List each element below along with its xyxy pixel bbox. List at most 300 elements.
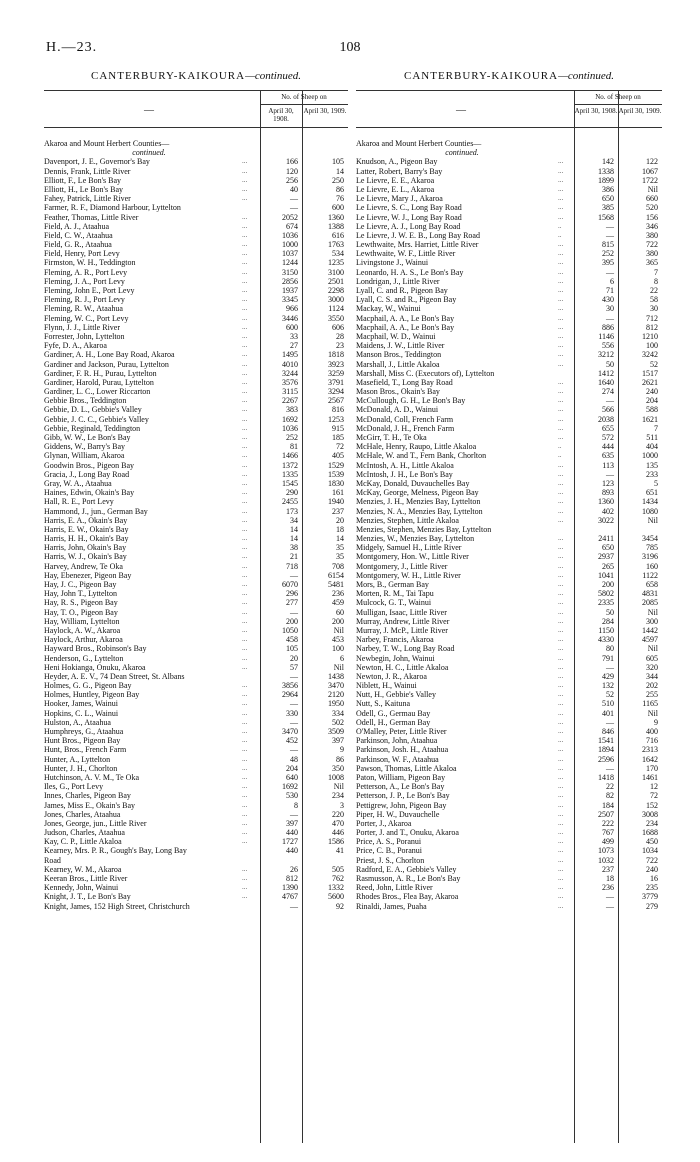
sheep-1908: — [606,763,614,773]
table-row [356,892,662,901]
table-row [44,837,348,846]
sheep-1909: 4831 [642,589,658,599]
table-row [44,846,348,855]
sheep-1908: 1640 [598,377,614,387]
holder-name: Rhodes Bros., Flea Bay, Akaroa [356,892,459,902]
table-row [44,874,348,883]
table-row [44,598,348,607]
sheep-1908: 440 [286,828,298,838]
holder-name: Gebbie, D. L., Gebbie's Valley [44,405,142,415]
sheep-1908: — [290,745,298,755]
leader-dots: ... [558,258,564,267]
sheep-1908: 444 [602,442,614,452]
leader-dots: ... [242,175,248,184]
holder-name: Judson, Charles, Ataahua [44,828,125,838]
sheep-1909: 220 [332,809,344,819]
sheep-1909: 160 [646,561,658,571]
sheep-1908: 458 [286,635,298,645]
table-row [356,424,662,433]
leader-dots: ... [558,828,564,837]
table-row [356,387,662,396]
left-section-cont: continued. [132,148,166,158]
holder-name: Menzies, W., Menzies Bay, Lyttelton [356,534,475,544]
table-row [44,782,348,791]
sheep-1908: 18 [606,874,614,884]
table-row [44,203,348,212]
holder-name: Gebbie, Reginald, Teddington [44,423,141,433]
sheep-1909: 1067 [642,166,658,176]
table-row [44,433,348,442]
sheep-1908: 430 [602,295,614,305]
leader-dots: ... [242,295,248,304]
leader-dots: ... [242,892,248,901]
sheep-1908: 1418 [598,772,614,782]
table-row [356,764,662,773]
sheep-1908: 132 [602,681,614,691]
leader-dots: ... [558,791,564,800]
holder-name: Parkinson, W. F., Ataahua [356,754,439,764]
sheep-1909: 58 [650,295,658,305]
holder-name: Nutt, S., Kaituna [356,699,410,709]
holder-name: Hooker, James, Wainui [44,699,118,709]
leader-dots: ... [558,837,564,846]
table-row [356,194,662,203]
sheep-1909: 86 [336,184,344,194]
leader-dots: ... [242,488,248,497]
sheep-1908: 846 [602,727,614,737]
holder-name: Fyfe, D. A., Akaroa [44,341,107,351]
table-row [44,350,348,359]
holder-name: Lewthwaite, W. F., Little River [356,249,456,259]
sheep-1908: 277 [286,598,298,608]
holder-name: Porter, J. and T., Onuku, Akaroa [356,828,459,838]
sheep-1909: 2120 [328,690,344,700]
holder-name: Mackay, W., Wainui [356,304,421,314]
table-row [356,534,662,543]
table-row [44,819,348,828]
leader-dots: ... [242,184,248,193]
leader-dots: ... [242,717,248,726]
leader-dots: ... [558,194,564,203]
leader-dots: ... [558,662,564,671]
table-row [44,608,348,617]
holder-name: McHale, W. and T., Fern Bank, Chorlton [356,451,487,461]
sheep-1909: 812 [646,322,658,332]
sheep-1908: 2856 [282,276,298,286]
sheep-1909: 204 [646,396,658,406]
sheep-1909: 279 [646,901,658,911]
table-row [44,314,348,323]
holder-name: O'Malley, Peter, Little River [356,727,447,737]
holder-name: Henderson, G., Lyttelton [44,653,124,663]
holder-name: Hunter, A., Lyttelton [44,754,111,764]
left-header-rule [260,104,348,105]
leader-dots: ... [558,350,564,359]
table-row [44,479,348,488]
table-row [44,387,348,396]
sheep-1909: 7 [654,267,658,277]
sheep-1908: 635 [602,451,614,461]
table-row [356,277,662,286]
sheep-1908: 38 [290,543,298,553]
sheep-1908: 2964 [282,690,298,700]
sheep-1908: 650 [602,543,614,553]
table-row [356,883,662,892]
right-rows [356,157,662,910]
sheep-1909: 52 [650,359,658,369]
leader-dots: ... [242,221,248,230]
holder-name: Hay, Ebenezer, Pigeon Bay [44,570,132,580]
sheep-1909: 1517 [642,368,658,378]
table-row [44,791,348,800]
table-row [356,507,662,516]
table-row [44,240,348,249]
sheep-1908: 1692 [282,782,298,792]
left-title-suffix: —continued. [245,70,301,82]
sheep-1909: 14 [336,166,344,176]
holder-name: Pettigrew, John, Pigeon Bay [356,800,447,810]
sheep-1908: 440 [286,846,298,856]
sheep-1908: 397 [286,818,298,828]
holder-name: Hall, R. E., Port Levy [44,497,114,507]
leader-dots: ... [558,543,564,552]
table-row [356,203,662,212]
leader-dots: ... [558,313,564,322]
holder-name: Londrigan, J., Little River [356,276,440,286]
leader-dots: ... [242,469,248,478]
holder-name: Odell, H., German Bay [356,717,431,727]
table-row [44,442,348,451]
sheep-1909: 1360 [328,212,344,222]
leader-dots: ... [558,607,564,616]
sheep-1908: 893 [602,488,614,498]
table-row [44,341,348,350]
table-row [44,286,348,295]
sheep-1909: 3196 [642,552,658,562]
table-row [44,167,348,176]
holder-name: Murray, Andrew, Little River [356,616,450,626]
sheep-1908: 4767 [282,892,298,902]
holder-name: Humphreys, G., Ataahua [44,727,124,737]
right-column-title [356,68,662,84]
leader-dots: ... [558,387,564,396]
holder-name: Menzies, Stephen, Menzies Bay, Lyttelton [356,524,492,534]
leader-dots: ... [558,616,564,625]
sheep-1908: 815 [602,240,614,250]
table-row [356,617,662,626]
sheep-1909: 658 [646,580,658,590]
table-row [356,828,662,837]
sheep-1908: 1036 [282,423,298,433]
sheep-1908: 274 [602,387,614,397]
sheep-1909: 1438 [328,671,344,681]
sheep-1909: 400 [646,727,658,737]
holder-name: Flynn, J. J., Little River [44,322,120,332]
table-row [356,479,662,488]
sheep-1908: 30 [606,304,614,314]
holder-name: Mason Bros., Okain's Bay [356,387,440,397]
table-row [44,543,348,552]
holder-name: Gardiner, Harold, Purau, Lyttelton [44,377,154,387]
holder-name: Fleming, W. C., Port Levy [44,313,129,323]
leader-dots: ... [242,515,248,524]
leader-dots: ... [558,809,564,818]
table-row [44,194,348,203]
sheep-1909: Nil [333,625,344,635]
sheep-1909: Nil [647,644,658,654]
sheep-1909: 86 [336,754,344,764]
sheep-1908: — [606,717,614,727]
leader-dots: .. [558,221,562,230]
leader-dots: ... [558,295,564,304]
sheep-1908: 429 [602,671,614,681]
table-row [356,837,662,846]
table-row [356,451,662,460]
sheep-1908: 1466 [282,451,298,461]
holder-name: Menzies, N. A., Menzies Bay, Lyttelton [356,506,483,516]
leader-dots: ... [242,194,248,203]
table-row [356,249,662,258]
table-row [356,608,662,617]
leader-dots: ... [558,478,564,487]
sheep-1908: 3345 [282,295,298,305]
holder-name: Macphail, A. A., Le Bon's Bay [356,322,455,332]
leader-dots: ... [558,717,564,726]
sheep-1908: 886 [602,322,614,332]
leader-dots: ... [558,552,564,561]
holder-name: Knudson, A., Pigeon Bay [356,157,438,167]
sheep-1909: 1940 [328,497,344,507]
holder-name: Hay, J. C., Pigeon Bay [44,580,117,590]
holder-name: Harris, E. A., Okain's Bay [44,515,128,525]
holder-name: McDonald, A. D., Wainui [356,405,439,415]
sheep-1909: 76 [336,194,344,204]
sheep-1909: 712 [646,313,658,323]
leader-dots: ... [242,230,248,239]
sheep-1908: 1335 [282,469,298,479]
sheep-1909: 380 [646,249,658,259]
holder-name: Midgely, Samuel H., Little River [356,543,462,553]
table-row [44,277,348,286]
sheep-1909: 1539 [328,469,344,479]
holder-name: Harris, W. J., Okain's Bay [44,552,127,562]
sheep-1908: — [606,901,614,911]
sheep-1909: 1388 [328,221,344,231]
sheep-1909: Nil [647,708,658,718]
sheep-1909: 405 [332,451,344,461]
sheep-1908: 1899 [598,175,614,185]
sheep-1909: 3 [340,800,344,810]
leader-dots: ... [242,267,248,276]
sheep-1908: 395 [602,258,614,268]
leader-dots: ... [242,625,248,634]
table-row [44,525,348,534]
table-row [44,865,348,874]
sheep-1908: 1050 [282,625,298,635]
sheep-1908: 252 [286,433,298,443]
table-row [356,690,662,699]
holder-name: Fahey, Patrick, Little River [44,194,131,204]
leader-dots: ... [558,690,564,699]
leader-dots: ... [242,809,248,818]
sheep-1908: 1727 [282,837,298,847]
sheep-1908: — [290,570,298,580]
holder-name: Menzies, J. H., Menzies Bay, Lyttelton [356,497,481,507]
sheep-1909: 185 [332,433,344,443]
table-row [44,736,348,745]
holder-name: Hulston, A., Ataahua [44,717,111,727]
leader-dots: ... [242,460,248,469]
holder-name: Le Lievre, J. W. E. B., Long Bay Road [356,230,480,240]
holder-name: Narbey, T. W., Long Bay Road [356,644,455,654]
leader-dots: ... [242,635,248,644]
sheep-1908: 1032 [598,855,614,865]
leader-dots: .. [558,451,562,460]
holder-name: Le Lievre, W. J., Long Bay Road [356,212,462,222]
leader-dots: ... [558,331,564,340]
leader-dots: ... [558,276,564,285]
table-row [356,856,662,865]
sheep-1909: 1642 [642,754,658,764]
holder-name: Macphail, A. A., Le Bon's Bay [356,313,455,323]
sheep-1908: 222 [602,818,614,828]
table-row [356,167,662,176]
leader-dots: ... [558,864,564,873]
leader-dots: ... [558,671,564,680]
table-row [44,562,348,571]
sheep-1909: 240 [646,387,658,397]
holder-name: Field, C. W., Ataahua [44,230,113,240]
sheep-1909: 60 [336,607,344,617]
sheep-1908: 1495 [282,350,298,360]
table-row [356,516,662,525]
table-row [356,442,662,451]
table-row [356,543,662,552]
leader-dots: ... [242,276,248,285]
sheep-1909: 616 [332,230,344,240]
table-row [44,497,348,506]
sheep-1908: 1692 [282,414,298,424]
table-row [356,773,662,782]
page-number: 108 [339,40,361,55]
sheep-1908: 14 [290,534,298,544]
sheep-1908: 966 [286,304,298,314]
table-row [44,773,348,782]
sheep-1908: 499 [602,837,614,847]
right-section-heading [356,128,662,157]
table-row [356,874,662,883]
sheep-1908: 452 [286,736,298,746]
sheep-1908: 27 [290,341,298,351]
sheep-1909: 446 [332,828,344,838]
table-row [44,764,348,773]
table-row [44,883,348,892]
sheep-1908: 21 [290,552,298,562]
holder-name: Hayward Bros., Robinson's Bay [44,644,147,654]
table-row [44,580,348,589]
holder-name: Petterson, A., Le Bon's Bay [356,782,445,792]
sheep-1909: 14 [336,534,344,544]
sheep-1908: 812 [286,874,298,884]
holder-name: McGirr, T. H., Te Oka [356,433,427,443]
table-row [356,231,662,240]
sheep-1908: 1412 [598,368,614,378]
leader-dots: ... [242,304,248,313]
sheep-1908: — [290,717,298,727]
sheep-1909: 18 [336,524,344,534]
leader-dots: ... [242,864,248,873]
sheep-1908: 40 [290,184,298,194]
sheep-1909: 237 [332,506,344,516]
sheep-1909: 600 [332,203,344,213]
right-header-rule [574,104,662,105]
table-row [44,617,348,626]
leader-dots: ... [242,377,248,386]
table-row [356,286,662,295]
sheep-1909: 6154 [328,570,344,580]
holder-name: Gebbie, J. C. C., Gebbie's Valley [44,414,149,424]
sheep-1909: 100 [332,644,344,654]
table-row [44,249,348,258]
sheep-1908: 530 [286,791,298,801]
right-section-title: Akaroa and Mount Herbert Counties— [356,139,482,148]
leader-dots: ... [242,662,248,671]
sheep-1909: 3000 [328,295,344,305]
sheep-1908: 204 [286,763,298,773]
sheep-1909: 1722 [642,175,658,185]
leader-dots: ... [242,405,248,414]
leader-dots: ... [558,901,564,910]
leader-dots: ... [558,166,564,175]
leader-dots: ... [558,782,564,791]
holder-name: Narbey, Francis, Akaroa [356,635,434,645]
sheep-1908: 402 [602,506,614,516]
sheep-1909: 3923 [328,359,344,369]
leader-dots: ... [558,846,564,855]
sheep-1908: 81 [290,442,298,452]
right-group-header: No. of Sheep on [595,93,641,101]
table-row [44,828,348,837]
sheep-1909: 236 [332,589,344,599]
holder-name: Le Lievre, E. E., Akaroa [356,175,435,185]
table-row [44,369,348,378]
sheep-1909: 30 [650,304,658,314]
holder-name: Gray, W. A., Ataahua [44,478,112,488]
sheep-1909: 3470 [328,681,344,691]
table-row [356,552,662,561]
sheep-1909: 722 [646,855,658,865]
sheep-1909: 1122 [642,570,658,580]
holder-name: Holmes, Huntley, Pigeon Bay [44,690,140,700]
leader-dots: ... [558,267,564,276]
leader-dots: ... [558,570,564,579]
sheep-1908: — [606,313,614,323]
table-row [44,635,348,644]
leader-dots: ... [242,368,248,377]
holder-name: Hay, John T., Lyttelton [44,589,117,599]
leader-dots: ... [558,635,564,644]
leader-dots: ... [242,607,248,616]
holder-name: Gardiner, L. C., Lower Riccarton [44,387,151,397]
holder-name: Keeran Bros., Little River [44,874,128,884]
holder-name: Morten, R. M., Tai Tapu [356,589,434,599]
leader-dots: ... [558,286,564,295]
leader-dots: ... [242,754,248,763]
table-row [356,718,662,727]
sheep-1908: 50 [606,607,614,617]
table-row [356,332,662,341]
right-table-body [356,128,662,911]
